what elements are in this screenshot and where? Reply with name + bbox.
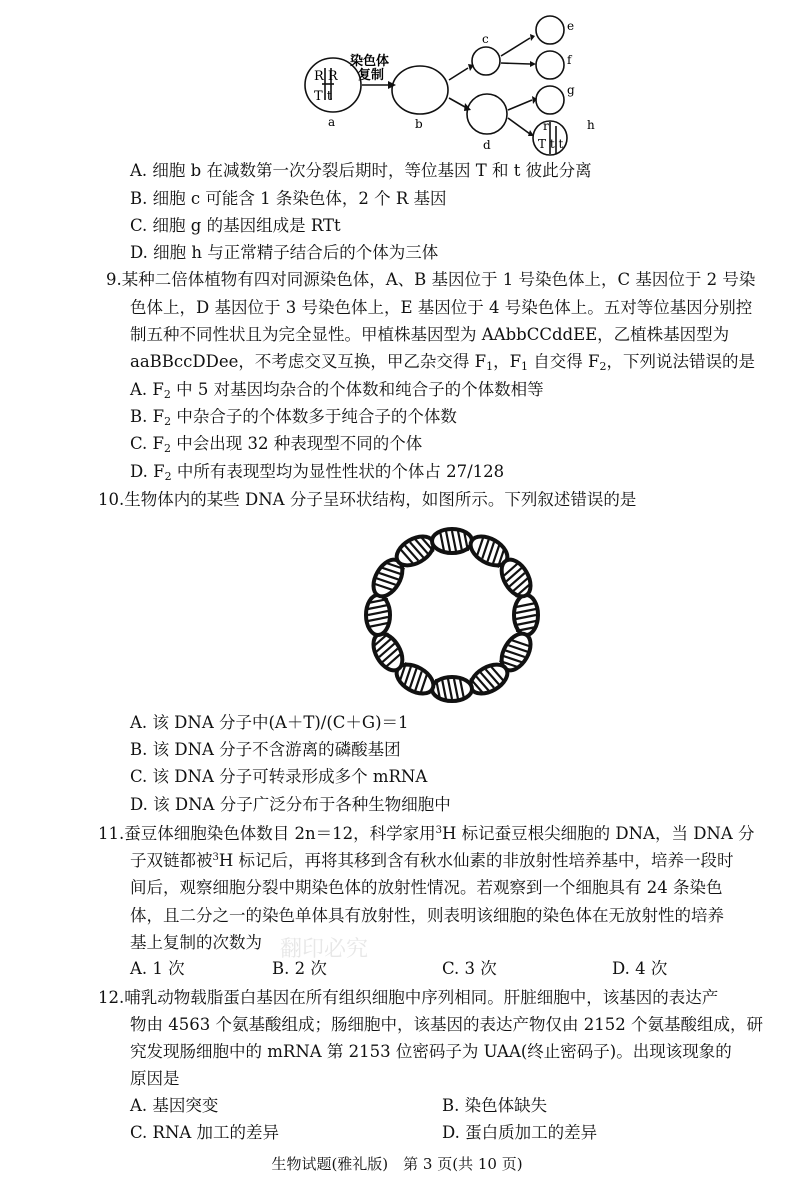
arrow-label-top: 染色体: [350, 54, 390, 69]
label-e: e: [567, 19, 575, 33]
label-b: b: [415, 117, 423, 131]
watermark: 翻印必究: [280, 937, 369, 962]
label-h: h: [587, 118, 595, 132]
q12-number: 12.: [98, 988, 125, 1007]
q11-stem-line-1: 11.蚕豆体细胞染色体数目 2n＝12，科学家用$^3$H 标记蚕豆根尖细胞的 DNA，当 DNA 分: [98, 824, 755, 843]
q9-option-b: B. $F_2$ 中杂合子的个体数多于纯合子的个体数: [130, 407, 457, 428]
dna-segment: [432, 529, 472, 553]
dna-segment: [514, 595, 538, 635]
q9-stem-line-3: 制五种不同性状且为完全显性。甲植株基因型为 AAbbCCddEE，乙植株基因型为: [130, 325, 730, 344]
q8-option-a: A. 细胞 b 在减数第一次分裂后期时，等位基因 T 和 t 彼此分离: [130, 161, 592, 180]
q9-text-4a: aaBBccDDee，不考虑交叉互换，甲乙杂交得 F: [130, 352, 487, 371]
q10-number: 10.: [98, 490, 125, 509]
arrow-label-bottom: 复制: [358, 68, 385, 83]
q12-option-b: B. 染色体缺失: [442, 1096, 548, 1115]
q8-option-d: D. 细胞 h 与正常精子结合后的个体为三体: [130, 243, 439, 262]
q8-option-b: B. 细胞 c 可能含 1 条染色体，2 个 R 基因: [130, 189, 447, 208]
q10-option-b: B. 该 DNA 分子不含游离的磷酸基团: [130, 740, 401, 759]
dna-segment: [432, 677, 472, 701]
cell-division-diagram: [300, 8, 620, 158]
q12-option-d: D. 蛋白质加工的差异: [442, 1123, 598, 1142]
dna-ring: [366, 529, 538, 701]
q11-stem-line-3: 间后，观察细胞分裂中期染色体的放射性情况。若观察到一个细胞具有 24 条染色: [130, 878, 723, 897]
q11-option-a: A. 1 次: [130, 959, 185, 978]
q9-text-1: 某种二倍体植物有四对同源染色体，A、B 基因位于 1 号染色体上，C 基因位于 2 号染: [121, 270, 756, 289]
q9-stem-line-2: 色体上，D 基因位于 3 号染色体上，E 基因位于 4 号染色体上。五对等位基因分别控: [130, 298, 753, 317]
label-d: d: [483, 138, 491, 152]
q12-option-a: A. 基因突变: [130, 1096, 219, 1115]
q12-option-c: C. RNA 加工的差异: [130, 1123, 280, 1142]
sub: 1: [486, 360, 494, 373]
sub: 1: [521, 360, 529, 373]
page-footer: 生物试题(雅礼版) 第 3 页(共 10 页): [271, 1155, 523, 1173]
q9-number: 9.: [106, 270, 122, 289]
q11-stem-line-2: 子双链都被$^3$H 标记后，再将其移到含有秋水仙素的非放射性培养基中，培养一段时: [130, 851, 734, 870]
q10-option-a: A. 该 DNA 分子中(A＋T)/(C＋G)＝1: [130, 713, 409, 732]
q12-stem-line-4: 原因是: [130, 1069, 180, 1088]
q9-option-a: A. $F_2$ 中 5 对基因均杂合的个体数和纯合子的个体数相等: [130, 380, 544, 401]
q11-stem-line-5: 基上复制的次数为: [130, 933, 262, 952]
circular-dna-figure: [352, 520, 552, 710]
q9-option-c: C. $F_2$ 中会出现 32 种表现型不同的个体: [130, 434, 423, 455]
cell-h-genes-bottom: T t t: [538, 137, 564, 151]
q11-option-c: C. 3 次: [442, 959, 497, 978]
q11-option-d: D. 4 次: [612, 959, 668, 978]
q9-stem-line-1: [106, 267, 755, 293]
q10-text: 生物体内的某些 DNA 分子呈环状结构，如图所示。下列叙述错误的是: [124, 490, 637, 509]
cell-a-genes-bottom: T t: [314, 89, 333, 104]
q9-text-4c: 自交得 F: [528, 352, 600, 371]
q12-stem-line-1: 12.哺乳动物载脂蛋白基因在所有组织细胞中序列相同。肝脏细胞中，该基因的表达产: [98, 988, 719, 1007]
dna-segment: [366, 595, 390, 635]
q10-option-c: C. 该 DNA 分子可转录形成多个 mRNA: [130, 767, 428, 786]
q10-stem: [98, 487, 636, 513]
label-c: c: [482, 32, 489, 46]
q9-text-4b: ，F: [493, 352, 522, 371]
sub: 2: [599, 360, 607, 373]
q9-stem-line-4: [130, 349, 755, 375]
q12-stem-line-3: 究发现肠细胞中的 mRNA 第 2153 位密码子为 UAA(终止密码子)。出现该现象的: [130, 1042, 732, 1061]
cell-h-genes-top: r: [543, 119, 549, 133]
q11-option-b: B. 2 次: [272, 959, 327, 978]
cell-a-genes-top: R R: [314, 69, 338, 84]
label-g: g: [567, 83, 575, 97]
q9-option-d: D. $F_2$ 中所有表现型均为显性性状的个体占 27/128: [130, 462, 505, 483]
q8-option-c: C. 细胞 g 的基因组成是 RTt: [130, 216, 341, 235]
q10-option-d: D. 该 DNA 分子广泛分布于各种生物细胞中: [130, 795, 451, 814]
q11-stem-line-4: 体，且二分之一的染色单体具有放射性，则表明该细胞的染色体在无放射性的培养: [130, 906, 724, 925]
label-a: a: [328, 115, 336, 129]
q11-number: 11.: [98, 824, 125, 843]
q12-stem-line-2: 物由 4563 个氨基酸组成；肠细胞中，该基因的表达产物仅由 2152 个氨基酸组成，研: [130, 1015, 763, 1034]
q9-text-4d: ，下列说法错误的是: [606, 352, 755, 371]
label-f: f: [567, 53, 572, 67]
